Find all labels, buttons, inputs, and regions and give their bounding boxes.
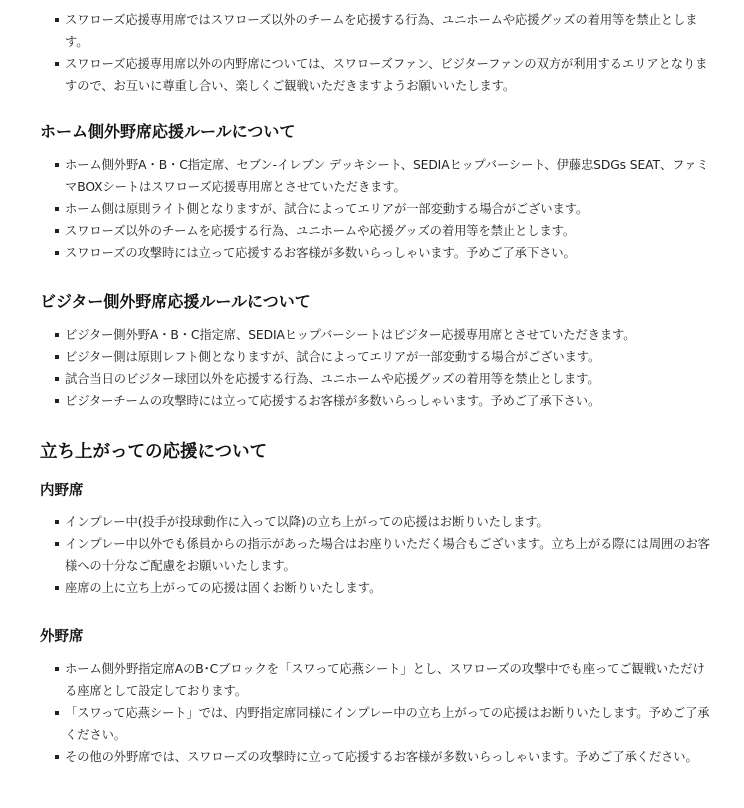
visitor-outfield-heading: ビジター側外野席応援ルールについて: [40, 292, 311, 311]
list-item: 座席の上に立ち上がっての応援は固くお断りいたします。: [0, 577, 744, 599]
visitor-outfield-list: [0, 324, 744, 412]
list-item: 「スワって応燕シート」では、内野指定席同様にインプレー中の立ち上がっての応援はお断りいたします。予めご了承ください。: [0, 702, 744, 746]
list-item: ビジター側外野A・B・C指定席、SEDIAヒップバーシートはビジター応援専用席とさせていただきます。: [0, 324, 744, 346]
list-item: ホーム側外野A・B・C指定席、セブン-イレブン デッキシート、SEDIAヒップバーシート、伊藤忠SDGs SEAT、ファミマBOXシートはスワローズ応援専用席とさせていただきます。: [0, 154, 744, 198]
list-item: スワローズの攻撃時には立って応援するお客様が多数いらっしゃいます。予めご了承下さい。: [0, 242, 744, 264]
list-item: 試合当日のビジター球団以外を応援する行為、ユニホームや応援グッズの着用等を禁止とします。: [0, 368, 744, 390]
list-item: インプレー中(投手が投球動作に入って以降)の立ち上がっての応援はお断りいたします。: [0, 511, 744, 533]
infield-subheading: 内野席: [40, 483, 84, 499]
list-item: ホーム側は原則ライト側となりますが、試合によってエリアが一部変動する場合がございます。: [0, 198, 744, 220]
list-item: インプレー中以外でも係員からの指示があった場合はお座りいただく場合もございます。立ち上がる際には周囲のお客様への十分なご配慮をお願いいたします。: [0, 533, 744, 577]
list-item: ビジターチームの攻撃時には立って応援するお客様が多数いらっしゃいます。予めご了承下さい。: [0, 390, 744, 412]
list-item: ビジター側は原則レフト側となりますが、試合によってエリアが一部変動する場合がございます。: [0, 346, 744, 368]
list-item: ホーム側外野指定席AのB･Cブロックを「スワって応燕シート」とし、スワローズの攻撃中でも座ってご観戦いただける座席として設定しております。: [0, 658, 744, 702]
list-item: スワローズ以外のチームを応援する行為、ユニホームや応援グッズの着用等を禁止とします。: [0, 220, 744, 242]
home-outfield-heading: ホーム側外野席応援ルールについて: [40, 122, 296, 141]
list-item: スワローズ応援専用席ではスワローズ以外のチームを応援する行為、ユニホームや応援グッズの着用等を禁止とします。: [0, 9, 744, 53]
infield-list: [0, 511, 744, 599]
top-rules-list: [0, 9, 744, 97]
list-item: スワローズ応援専用席以外の内野席については、スワローズファン、ビジターファンの双方が利用するエリアとなりますので、お互いに尊重し合い、楽しくご観戦いただきますようお願いいたします。: [0, 53, 744, 97]
list-item: その他の外野席では、スワローズの攻撃時に立って応援するお客様が多数いらっしゃいます。予めご了承ください。: [0, 746, 744, 768]
home-outfield-list: [0, 154, 744, 264]
outfield-subheading: 外野席: [40, 629, 84, 645]
standing-heading: 立ち上がっての応援について: [40, 442, 268, 462]
outfield-list: [0, 658, 744, 768]
